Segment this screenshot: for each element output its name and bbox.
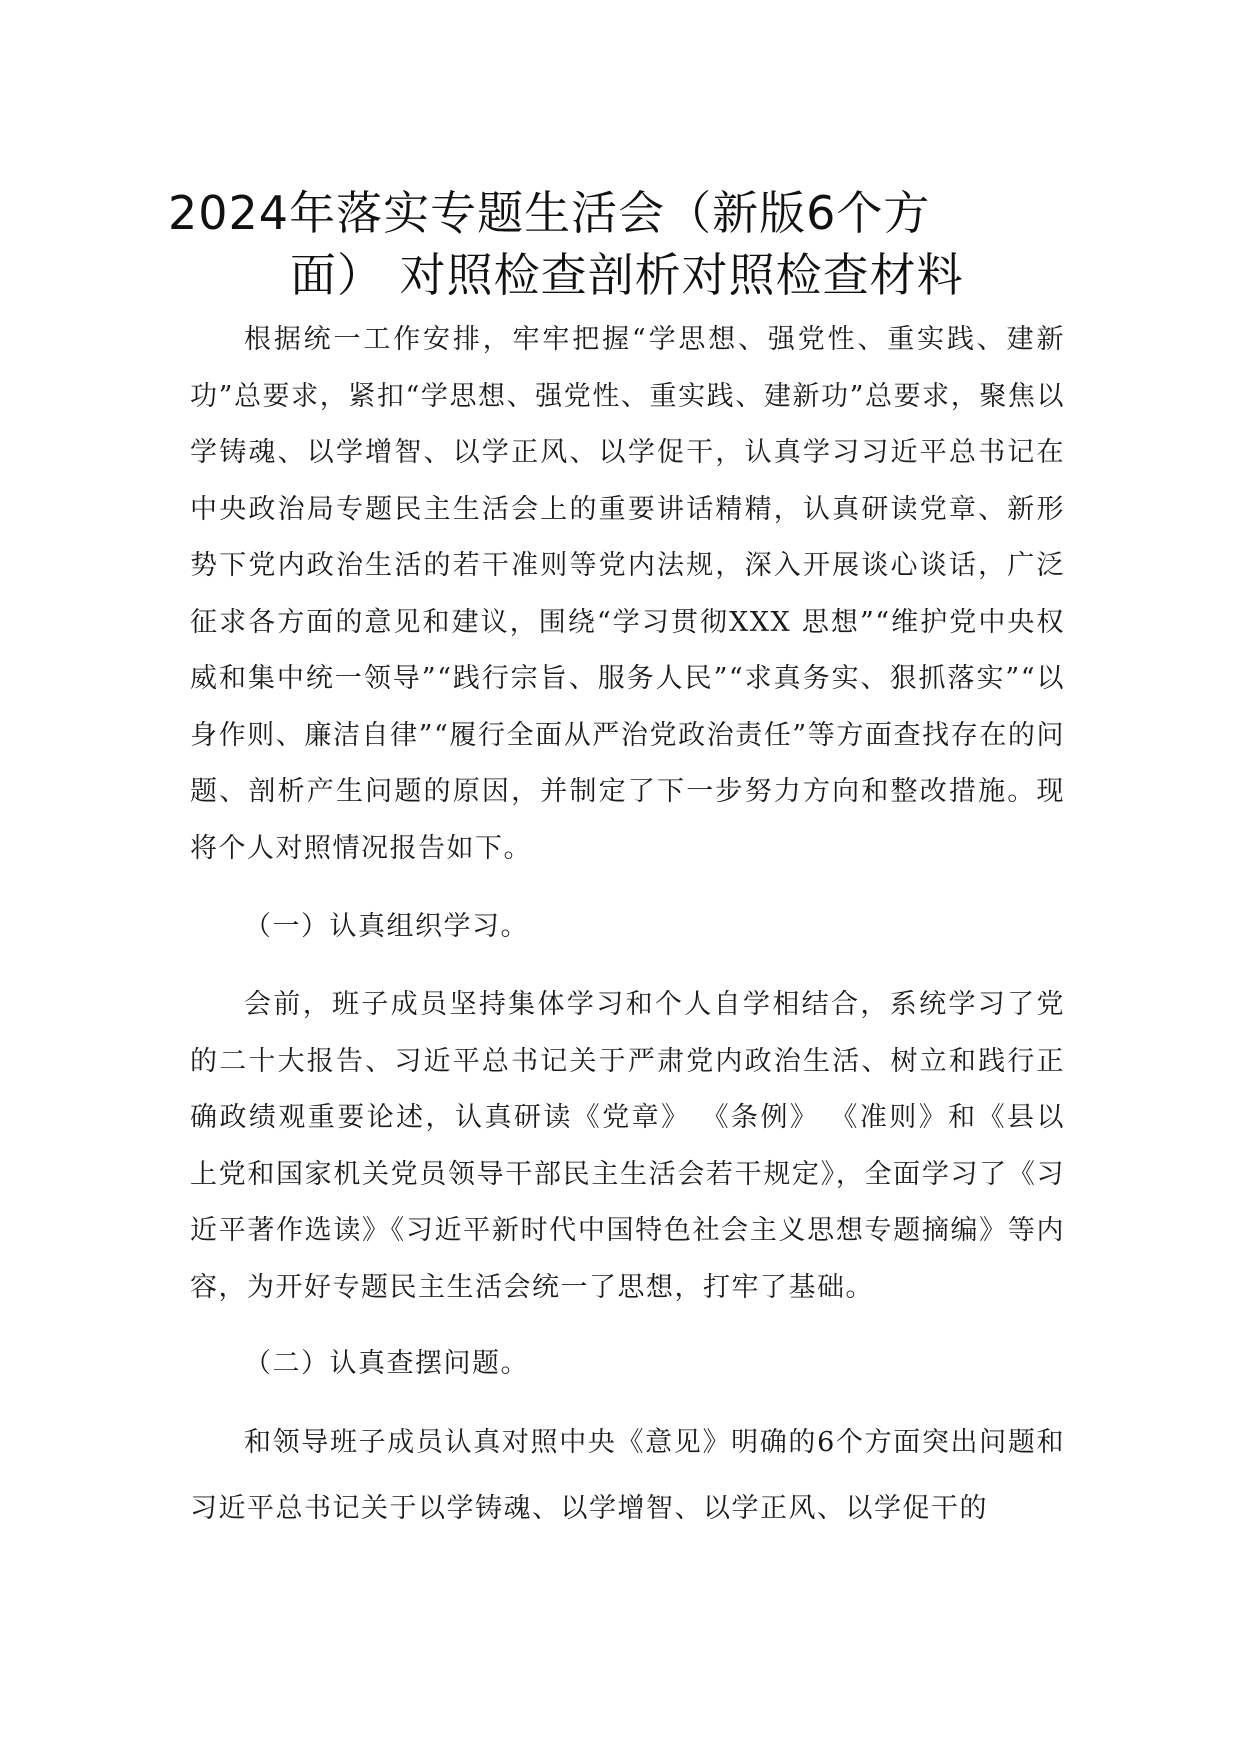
title-line-2: 面） 对照检查剖析对照检查材料 [290, 248, 964, 302]
section-2-paragraph: 和领导班子成员认真对照中央《意见》明确的6个方面突出问题和习近平总书记关于以学铸魂、以学增智、以学正风、以学促干的 [190, 1427, 1065, 1524]
document-body [190, 312, 1065, 1542]
section-1-paragraph: 会前，班子成员坚持集体学习和个人自学相结合，系统学习了党的二十大报告、习近平总书记关于严肃党内政治生活、树立和践行正确政绩观重要论述，认真研读《党章》 《条例》 《准则》和《县以上党和国家机关党员领导干部民主生活会若干规定》，全面学习了《习近平著作选读》《习近平新时代中国特色社会主义思想专题摘编》等内容，为开好专题民主生活会统一了思想，打牢了基础。 [190, 989, 1065, 1303]
document-title [160, 182, 1060, 306]
section-heading-1: （一）认真组织学习。 [244, 911, 529, 942]
section-heading-2: （二）认真查摆问题。 [244, 1348, 529, 1379]
title-line-1: 2024年落实专题生活会（新版6个方 [168, 186, 931, 240]
intro-paragraph: 根据统一工作安排，牢牢把握“学思想、强党性、重实践、建新功”总要求，紧扣“学思想、强党性、重实践、建新功”总要求，聚焦以学铸魂、以学增智、以学正风、以学促干，认真学习习近平总书记在中央政治局专题民主生活会上的重要讲话精精，认真研读党章、新形势下党内政治生活的若干准则等党内法规，深入开展谈心谈话，广泛征求各方面的意见和建议，围绕“学习贯彻XXX 思想”“维护党中央权威和集中统一领导”“践行宗旨、服务人民”“求真务实、狠抓落实”“以身作则、廉洁自律”“履行全面从严治党政治责任”等方面查找存在的问题、剖析产生问题的原因，并制定了下一步努力方向和整改措施。现将个人对照情况报告如下。 [190, 324, 1065, 864]
